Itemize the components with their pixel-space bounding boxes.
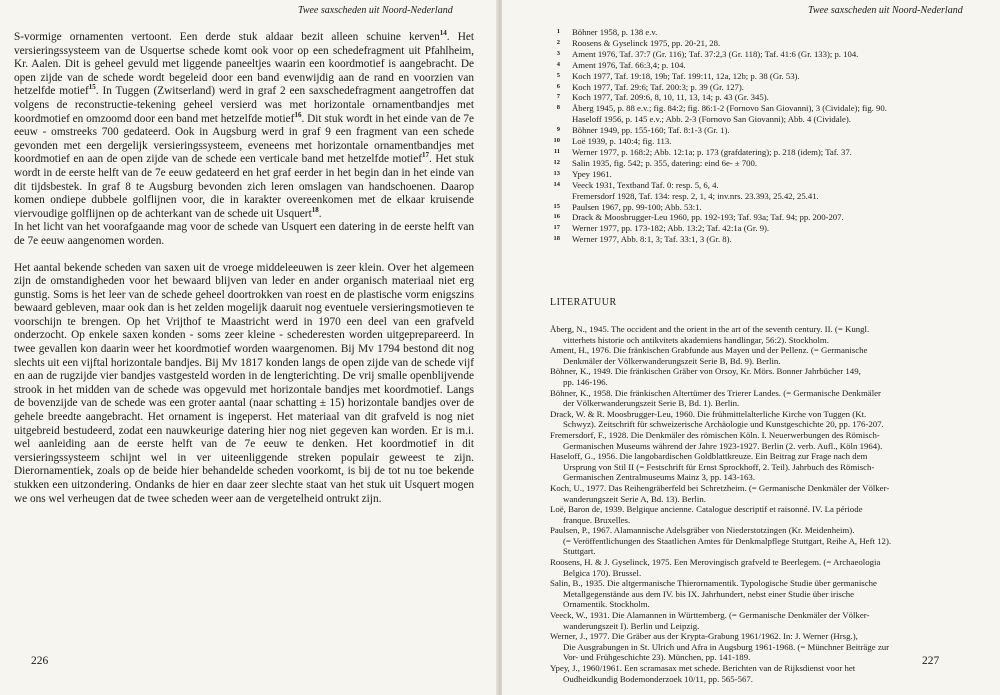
reference-text: Fremersdorf, F., 1928. Die Denkmäler des römischen Köln. I. Neuerwerbungen des Römisch-	[550, 429, 880, 440]
reference-text: (= Veröffentlichungen des Staatlichen Amtes für Denkmalpflege Stuttgart, Reihe A, Heft 12).	[563, 535, 892, 546]
reference-text: Belgica 170). Brussel.	[563, 567, 642, 578]
reference-text: Roosens, H. & J. Gyselinck, 1975. Een Merovingisch grafveld te Beerlegem. (= Archaeologia	[550, 557, 881, 568]
footnote	[550, 169, 986, 180]
reference-text: vitterhets historie och antikvitets akademiens handlingar, 56:2). Stockholm.	[563, 334, 829, 345]
paragraph	[14, 31, 474, 221]
footnote-text: Koch 1977, Taf. 29:6; Taf. 200:3; p. 39 (Gr. 127).	[572, 81, 744, 92]
footnote-text: Ament 1976, Taf. 66:3,4; p. 104.	[572, 59, 686, 70]
reference-entry	[550, 483, 988, 504]
paragraph	[14, 221, 474, 248]
reference-entry	[550, 324, 988, 345]
reference-text: Paulsen, P., 1967. Alamannische Adelsgräber von Niederstotzingen (Kr. Meidenheim).	[550, 525, 855, 536]
reference-entry	[550, 366, 988, 387]
reference-text: Schwyz). Zeitschrift für schweizerische Archäologie und Kunstgeschichte 20, pp. 176-207.	[563, 419, 884, 430]
footnote-text: Loë 1939, p. 140:4; fig. 113.	[572, 136, 672, 147]
reference-text: wanderungszeit I). Berlin und Leipzig.	[563, 620, 700, 631]
footnote-number: 16	[553, 213, 560, 221]
paragraph-text: . Dit stuk wordt in het einde van de 7e eeuw - omstreeks 700 gedateerd. Ook in Augsburg werd in graf 9 een fragment van een schede gevonden met een dergelijk versieringssysteem, eveneens met horizontale ornamentbandjes met koordmotief en aan de open zijde van de schede een verticale band met hetzelfde motief	[14, 112, 475, 166]
footnote-number: 14	[553, 180, 560, 188]
reference-text: Drack, W. & R. Moosbrugger-Leu, 1960. Die frühmittelalterliche Kirche von Tuggen (Kt.	[550, 408, 867, 419]
running-head-right: Twee saxscheden uit Noord-Nederland	[808, 5, 963, 16]
reference-text: Loë, Baron de, 1939. Belgique ancienne. Catalogue descriptif et raisonné. IV. La période	[550, 504, 863, 515]
footnote-text: Koch 1977, Taf. 19:18, 19b; Taf. 199:11, 12a, 12b; p. 38 (Gr. 53).	[572, 70, 800, 81]
reference-text: Ypey, J., 1960/1961. Een scramasax met schede. Berichten van de Rijksdienst voor het	[550, 663, 856, 673]
left-page	[0, 0, 498, 695]
paragraph-text: In het licht van het voorafgaande mag voor de schede van Usquert een datering in de eerste helft van de 7e eeuw aangenomen worden.	[14, 221, 474, 247]
footnote-marker: 18	[311, 205, 319, 214]
reference-text: Ursprung von Stil II (= Festschrift für Ernst Sprockhoff, 2. Teil). Jahrbuch des Römisch-	[563, 461, 875, 472]
footnote-text: Werner 1977, Abb. 8:1, 3; Taf. 33:1, 3 (Gr. 8).	[572, 234, 732, 245]
reference-text: Stuttgart.	[563, 546, 596, 557]
footnote-text: Ament 1976, Taf. 37:7 (Gr. 116); Taf. 37:2,3 (Gr. 118); Taf. 41:6 (Gr. 133); p. 104.	[572, 48, 859, 59]
footnote	[550, 92, 986, 103]
reference-text: Germanischen Museums während der Jahre 1923-1927. Berlin (2. verb. Aufl., Köln 1964).	[563, 440, 883, 451]
reference-text: Veeck, W., 1931. Die Alamannen in Württemberg. (= Germanische Denkmäler der Völker-	[550, 610, 870, 621]
paragraph-text: . Het versieringssysteem van de Usquertse schede komt ook voor op een schedefragment uit Pfahlheim, Kr. Aalen. Dit is geheel gevuld met liggende paneeltjes waarin een koordmotief is aangebracht. De open zijde van de schede wordt begeleid door een band evenwijdig aan de rand en voorzien van hetzelfde motief	[14, 31, 475, 98]
footnote-number: 4	[556, 60, 560, 68]
reference-entry	[550, 345, 988, 366]
footnote-text: Fremersdorf 1928, Taf. 134: resp. 2, 1, 4; inv.nrs. 23.393, 25.42, 25.41.	[572, 190, 819, 201]
footnote-text: Veeck 1931, Textband Taf. 0: resp. 5, 6, 4.	[572, 179, 719, 190]
footnotes-list	[550, 27, 986, 245]
reference-text: Åberg, N., 1945. The occident and the orient in the art of the seventh century. II. (= Kungl.	[550, 324, 870, 334]
footnote-number: 18	[553, 235, 560, 243]
reference-text: wanderungszeit Serie A, Bd. 13). Berlin.	[563, 493, 706, 504]
footnote-number: 5	[556, 71, 560, 79]
page-number-left: 226	[31, 655, 49, 667]
reference-text: Metallgegenstände aus dem IV. bis IX. Jahrhundert, nebst einer Studie über irische	[563, 588, 855, 599]
footnote-text: Åberg 1945, p. 88 e.v.; fig. 84:2; fig. 86:1-2 (Fornovo San Giovanni), 3 (Cividale); fig. 90.	[572, 103, 887, 114]
footnote	[550, 103, 986, 125]
footnote-text: Salin 1935, fig. 542; p. 355, datering: eind 6e- ± 700.	[572, 157, 758, 168]
footnote	[550, 202, 986, 213]
footnote-text: Koch 1977, Taf. 209:6, 8, 10, 11, 13, 14; p. 43 (Gr. 345).	[572, 92, 769, 103]
reference-text: Oudheidkundig Bodemonderzoek 10/11, pp. 565-567.	[563, 673, 754, 684]
paragraph-text: S-vormige ornamenten vertoont. Een derde stuk aldaar bezit alleen schuine kerven	[14, 31, 440, 43]
footnote	[550, 212, 986, 223]
right-page	[502, 0, 1000, 695]
footnote-number: 7	[556, 93, 560, 101]
footnote-number: 1	[556, 28, 560, 35]
footnote	[550, 49, 986, 60]
reference-text: Ornamentik. Stockholm.	[563, 599, 650, 610]
reference-text: Germanischen Zentralmuseums Mainz 3, pp. 143-163.	[563, 472, 756, 483]
reference-text: franque. Bruxelles.	[563, 514, 631, 525]
reference-entry	[550, 610, 988, 631]
footnote	[550, 125, 986, 136]
footnote	[550, 60, 986, 71]
reference-text: Vor- und Frühgeschichte 23). München, pp. 141-189.	[563, 652, 751, 663]
reference-text: Salin, B., 1935. Die altgermanische Thierornamentik. Typologische Studie über germanische	[550, 578, 877, 589]
footnote-marker: 15	[88, 83, 96, 92]
footnote-number: 2	[556, 38, 560, 46]
footnote-number: 6	[556, 82, 560, 90]
footnote	[550, 27, 986, 38]
footnote-number: 3	[556, 49, 560, 57]
paragraph-text: .	[318, 207, 322, 220]
footnote-number: 10	[553, 137, 560, 145]
footnote-number: 8	[556, 104, 560, 112]
footnote	[550, 71, 986, 82]
footnote-number: 11	[553, 147, 560, 155]
footnote-text: Paulsen 1967, pp. 99-100; Abb. 53:1.	[572, 201, 702, 212]
reference-entry	[550, 557, 988, 578]
reference-text: Haseloff, G., 1956. Die langobardischen Goldblattkreuze. Ein Beitrag zur Frage nach dem	[550, 451, 868, 462]
body-text	[14, 31, 474, 506]
literature-heading: LITERATUUR	[550, 297, 617, 308]
reference-entry	[550, 451, 988, 483]
reference-text: Ament, H., 1976. Die fränkischen Grabfunde aus Mayen und der Pellenz. (= Germanische	[550, 345, 868, 356]
reference-text: Böhner, K., 1958. Die fränkischen Altertümer des Trierer Landes. (= Germanische Denkmäler	[550, 387, 881, 398]
reference-entry	[550, 578, 988, 610]
footnote	[550, 136, 986, 147]
page-number-right: 227	[922, 655, 940, 667]
paragraph-text: . In Tuggen (Zwitserland) werd in graf 2 een saxschedefragment aangetroffen dat volgens de reconstructie-tekening geheel versierd was met horizontale ornamentbandjes met koordmotief en omzoomd door een band met hetzelfde motief	[14, 85, 474, 125]
footnote-text: Drack & Moosbrugger-Leu 1960, pp. 192-193; Taf. 93a; Taf. 94; pp. 200-207.	[572, 212, 844, 223]
reference-entry	[550, 409, 988, 430]
reference-entry	[550, 388, 988, 409]
footnote-number: 13	[553, 169, 560, 177]
reference-text: pp. 146-196.	[563, 376, 608, 387]
footnote-number: 12	[553, 158, 560, 166]
running-head-left: Twee saxscheden uit Noord-Nederland	[298, 5, 453, 16]
footnote	[550, 223, 986, 234]
paragraph	[14, 262, 474, 507]
footnote-text: Roosens & Gyselinck 1975, pp. 20-21, 28.	[572, 37, 721, 48]
reference-entry	[550, 525, 988, 557]
footnote-number: 9	[556, 126, 560, 134]
footnote-number: 15	[553, 202, 560, 210]
reference-entry	[550, 504, 988, 525]
reference-text: Werner, J., 1977. Die Gräber aus der Krypta-Grabung 1961/1962. In: J. Werner (Hrsg.),	[550, 631, 858, 642]
footnote-text: Werner 1977, pp. 173-182; Abb. 13:2; Taf. 42:1a (Gr. 9).	[572, 223, 770, 234]
footnote	[550, 180, 986, 202]
references-list	[550, 324, 988, 684]
footnote-number: 17	[553, 224, 560, 232]
footnote-marker: 17	[422, 151, 429, 160]
reference-entry	[550, 430, 988, 451]
footnote-marker: 16	[294, 110, 302, 119]
reference-text: der Völkerwanderungszeit Serie B, Bd. 1). Berlin.	[563, 398, 740, 409]
footnote-text: Haseloff 1956, p. 145 e.v.; Abb. 2-3 (Fornovo San Giovanni); Abb. 4 (Cividale).	[572, 114, 851, 125]
paragraph-text: . Het stuk wordt in de eerste helft van de 7e eeuw gedateerd en het graf eerder in het begin dan in het einde van dit tijdsbestek. In graf 8 te Augsburg bevonden zich leren omslagen van handschoenen. Daarop komen ondiepe dubbele golflijnen voor, die in karakter overeenkomen met de elkaar kruisende viervoudige golflijnen op de achterkant van de schede uit Usquert	[14, 153, 474, 220]
paragraph-text: Het aantal bekende scheden van saxen uit de vroege middeleeuwen is zeer klein. Over het algemeen zijn de omstandigheden voor het bewaard blijven van leder en ander organisch materiaal niet erg gunstig. Soms is het leer van de schede geheel doortrokken van roest en de plastische vorm enigszins bewaard gebleven, maar ook dan is het zelden mogelijk daaruit nog eventuele versieringsmotieven te voorschijn te brengen. Op het Vrijthof te Maastricht werd in 1970 een deel van een grafveld onderzocht. Op enkele saxen konden - soms zeer kleine - schederesten worden uitgeprepareerd. In twee gevallen kon daarin weer het koordmotief worden waargenomen. Bij Mv 1794 bestond dit nog slechts uit een vijftal horizontale bandjes. Bij Mv 1817 konden langs de open zijde van de schede vijf en aan de rugzijde vier bandjes vastgesteld worden in de lengterichting. De vrij smalle openblijvende strook in het midden van de schede was opgevuld met horizontale bandjes met koordmotief. Langs de bovenzijde van de schede was een groter aantal (naar schatting ± 15) horizontale bandjes over de gehele breedte aangebracht. Het ornament is ingeperst. Het materiaal van dit grafveld is nog niet uitgebreid bestudeerd, zodat een nauwkeurige datering hier nog niet gegeven kan worden. Er is m.i. wel aanleiding aan de eerste helft van de 7e eeuw te denken. Het koordmotief in dit versieringssysteem schijnt wel in ver uiteenliggende streken populair geweest te zijn. Dierornamentiek, zoals op de beide hier behandelde scheden voorkomt, is bij de tot nu toe bekende stukken een uitzondering. Ondanks de hier en daar zeer slechte staat van het stuk uit Usquert mogen we ons wel verheugen dat de twee scheden weer aan de vergetelheid ontrukt zijn.	[14, 261, 474, 505]
footnote	[550, 38, 986, 49]
footnote-text: Werner 1977, p. 168:2; Abb. 12:1a; p. 173 (grafdatering); p. 218 (idem); Taf. 37.	[572, 146, 852, 157]
footnote-text: Böhner 1958, p. 138 e.v.	[572, 27, 658, 37]
footnote-text: Ypey 1961.	[572, 168, 612, 179]
footnote	[550, 234, 986, 245]
footnote-marker: 14	[439, 29, 447, 38]
reference-text: Denkmäler der Völkerwanderungszeit Serie B, Bd. 9). Berlin.	[563, 355, 781, 366]
footnote	[550, 82, 986, 93]
footnote-text: Böhner 1949, pp. 155-160; Taf. 8:1-3 (Gr. 1).	[572, 125, 730, 136]
reference-text: Die Ausgrabungen in St. Ulrich und Afra in Augsburg 1961-1968. (= Münchner Beiträge zur	[563, 641, 890, 652]
footnote	[550, 158, 986, 169]
reference-text: Koch, U., 1977. Das Reihengräberfeld bei Schretzheim. (= Germanische Denkmäler der Völker-	[550, 482, 890, 493]
footnote	[550, 147, 986, 158]
reference-text: Böhner, K., 1949. Die fränkischen Gräber von Orsoy, Kr. Mörs. Bonner Jahrbücher 149,	[550, 366, 861, 377]
